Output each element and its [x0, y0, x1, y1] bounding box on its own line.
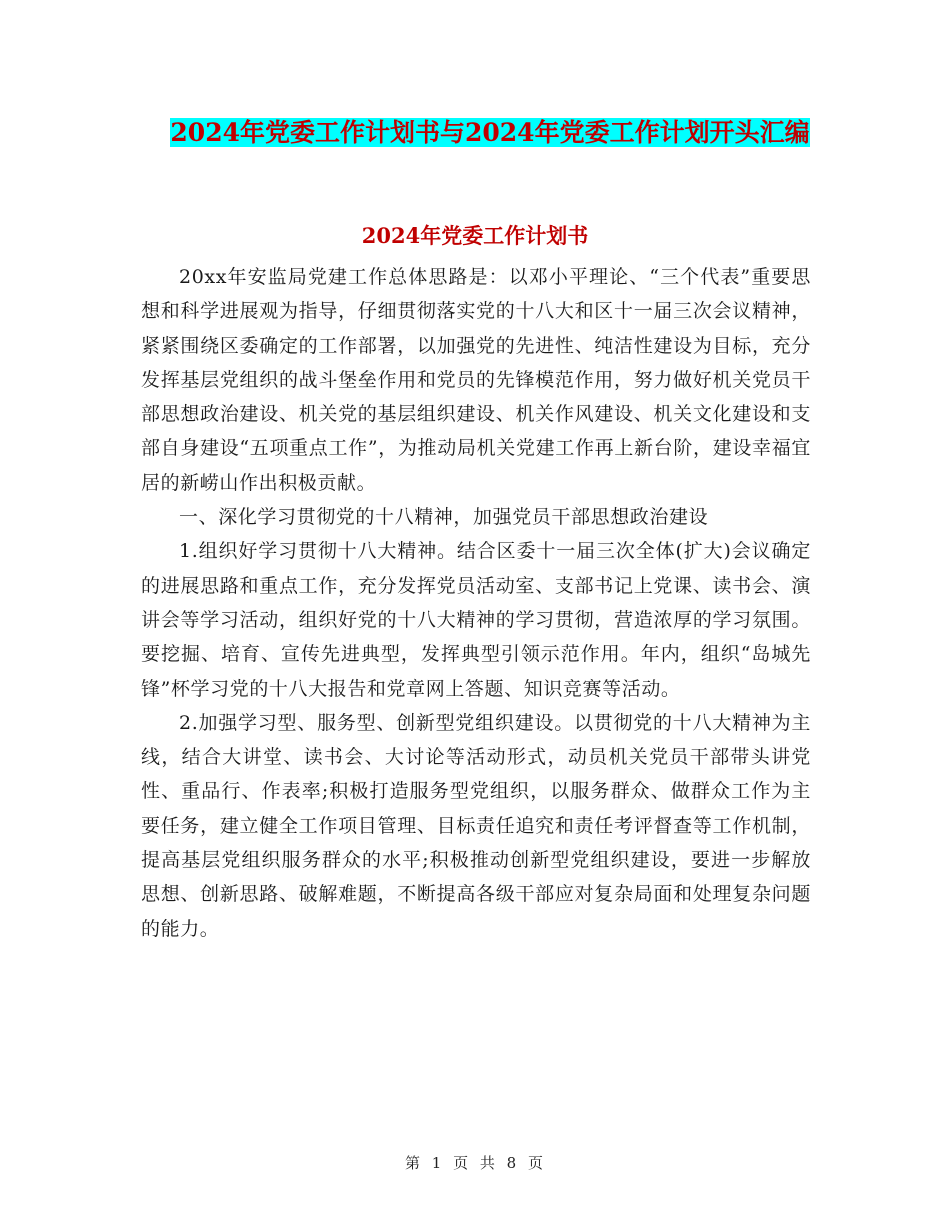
document-body: [141, 260, 811, 946]
paragraph-heading-1: 一、深化学习贯彻党的十八精神，加强党员干部思想政治建设: [179, 506, 709, 529]
section-title: 2024年党委工作计划书: [361, 223, 589, 248]
document-title-text: 2024年党委工作计划书与2024年党委工作计划开头汇编: [170, 118, 810, 147]
paragraph-item-2: 2.加强学习型、服务型、创新型党组织建设。以贯彻党的十八大精神为主线，结合大讲堂、读书会、大讨论等活动形式，动员机关党员干部带头讲党性、重品行、作表率;积极打造服务型党组织，以服务群众、做群众工作为主要任务，建立健全工作项目管理、目标责任追究和责任考评督查等工作机制，提高基层党组织服务群众的水平;积极推动创新型党组织建设，要进一步解放思想、创新思路、破解难题，不断提高各级干部应对复杂局面和处理复杂问题的能力。: [141, 711, 811, 940]
document-title: [140, 112, 840, 154]
paragraph-item-1: 1.组织好学习贯彻十八大精神。结合区委十一届三次全体(扩大)会议确定的进展思路和重点工作，充分发挥党员活动室、支部书记上党课、读书会、演讲会等学习活动，组织好党的十八大精神的学习贯彻，营造浓厚的学习氛围。要挖掘、培育、宣传先进典型，发挥典型引领示范作用。年内，组织“岛城先锋”杯学习党的十八大报告和党章网上答题、知识竞赛等活动。: [141, 540, 811, 700]
page-footer: 第 1 页 共 8 页: [405, 1154, 545, 1172]
paragraph-intro: 20xx年安监局党建工作总体思路是：以邓小平理论、“三个代表”重要思想和科学进展观为指导，仔细贯彻落实党的十八大和区十一届三次会议精神，紧紧围绕区委确定的工作部署，以加强党的先进性、纯洁性建设为目标，充分发挥基层党组织的战斗堡垒作用和党员的先锋模范作用，努力做好机关党员干部思想政治建设、机关党的基层组织建设、机关作风建设、机关文化建设和支部自身建设“五项重点工作”，为推动局机关党建工作再上新台阶，建设幸福宜居的新崂山作出积极贡献。: [141, 266, 811, 494]
